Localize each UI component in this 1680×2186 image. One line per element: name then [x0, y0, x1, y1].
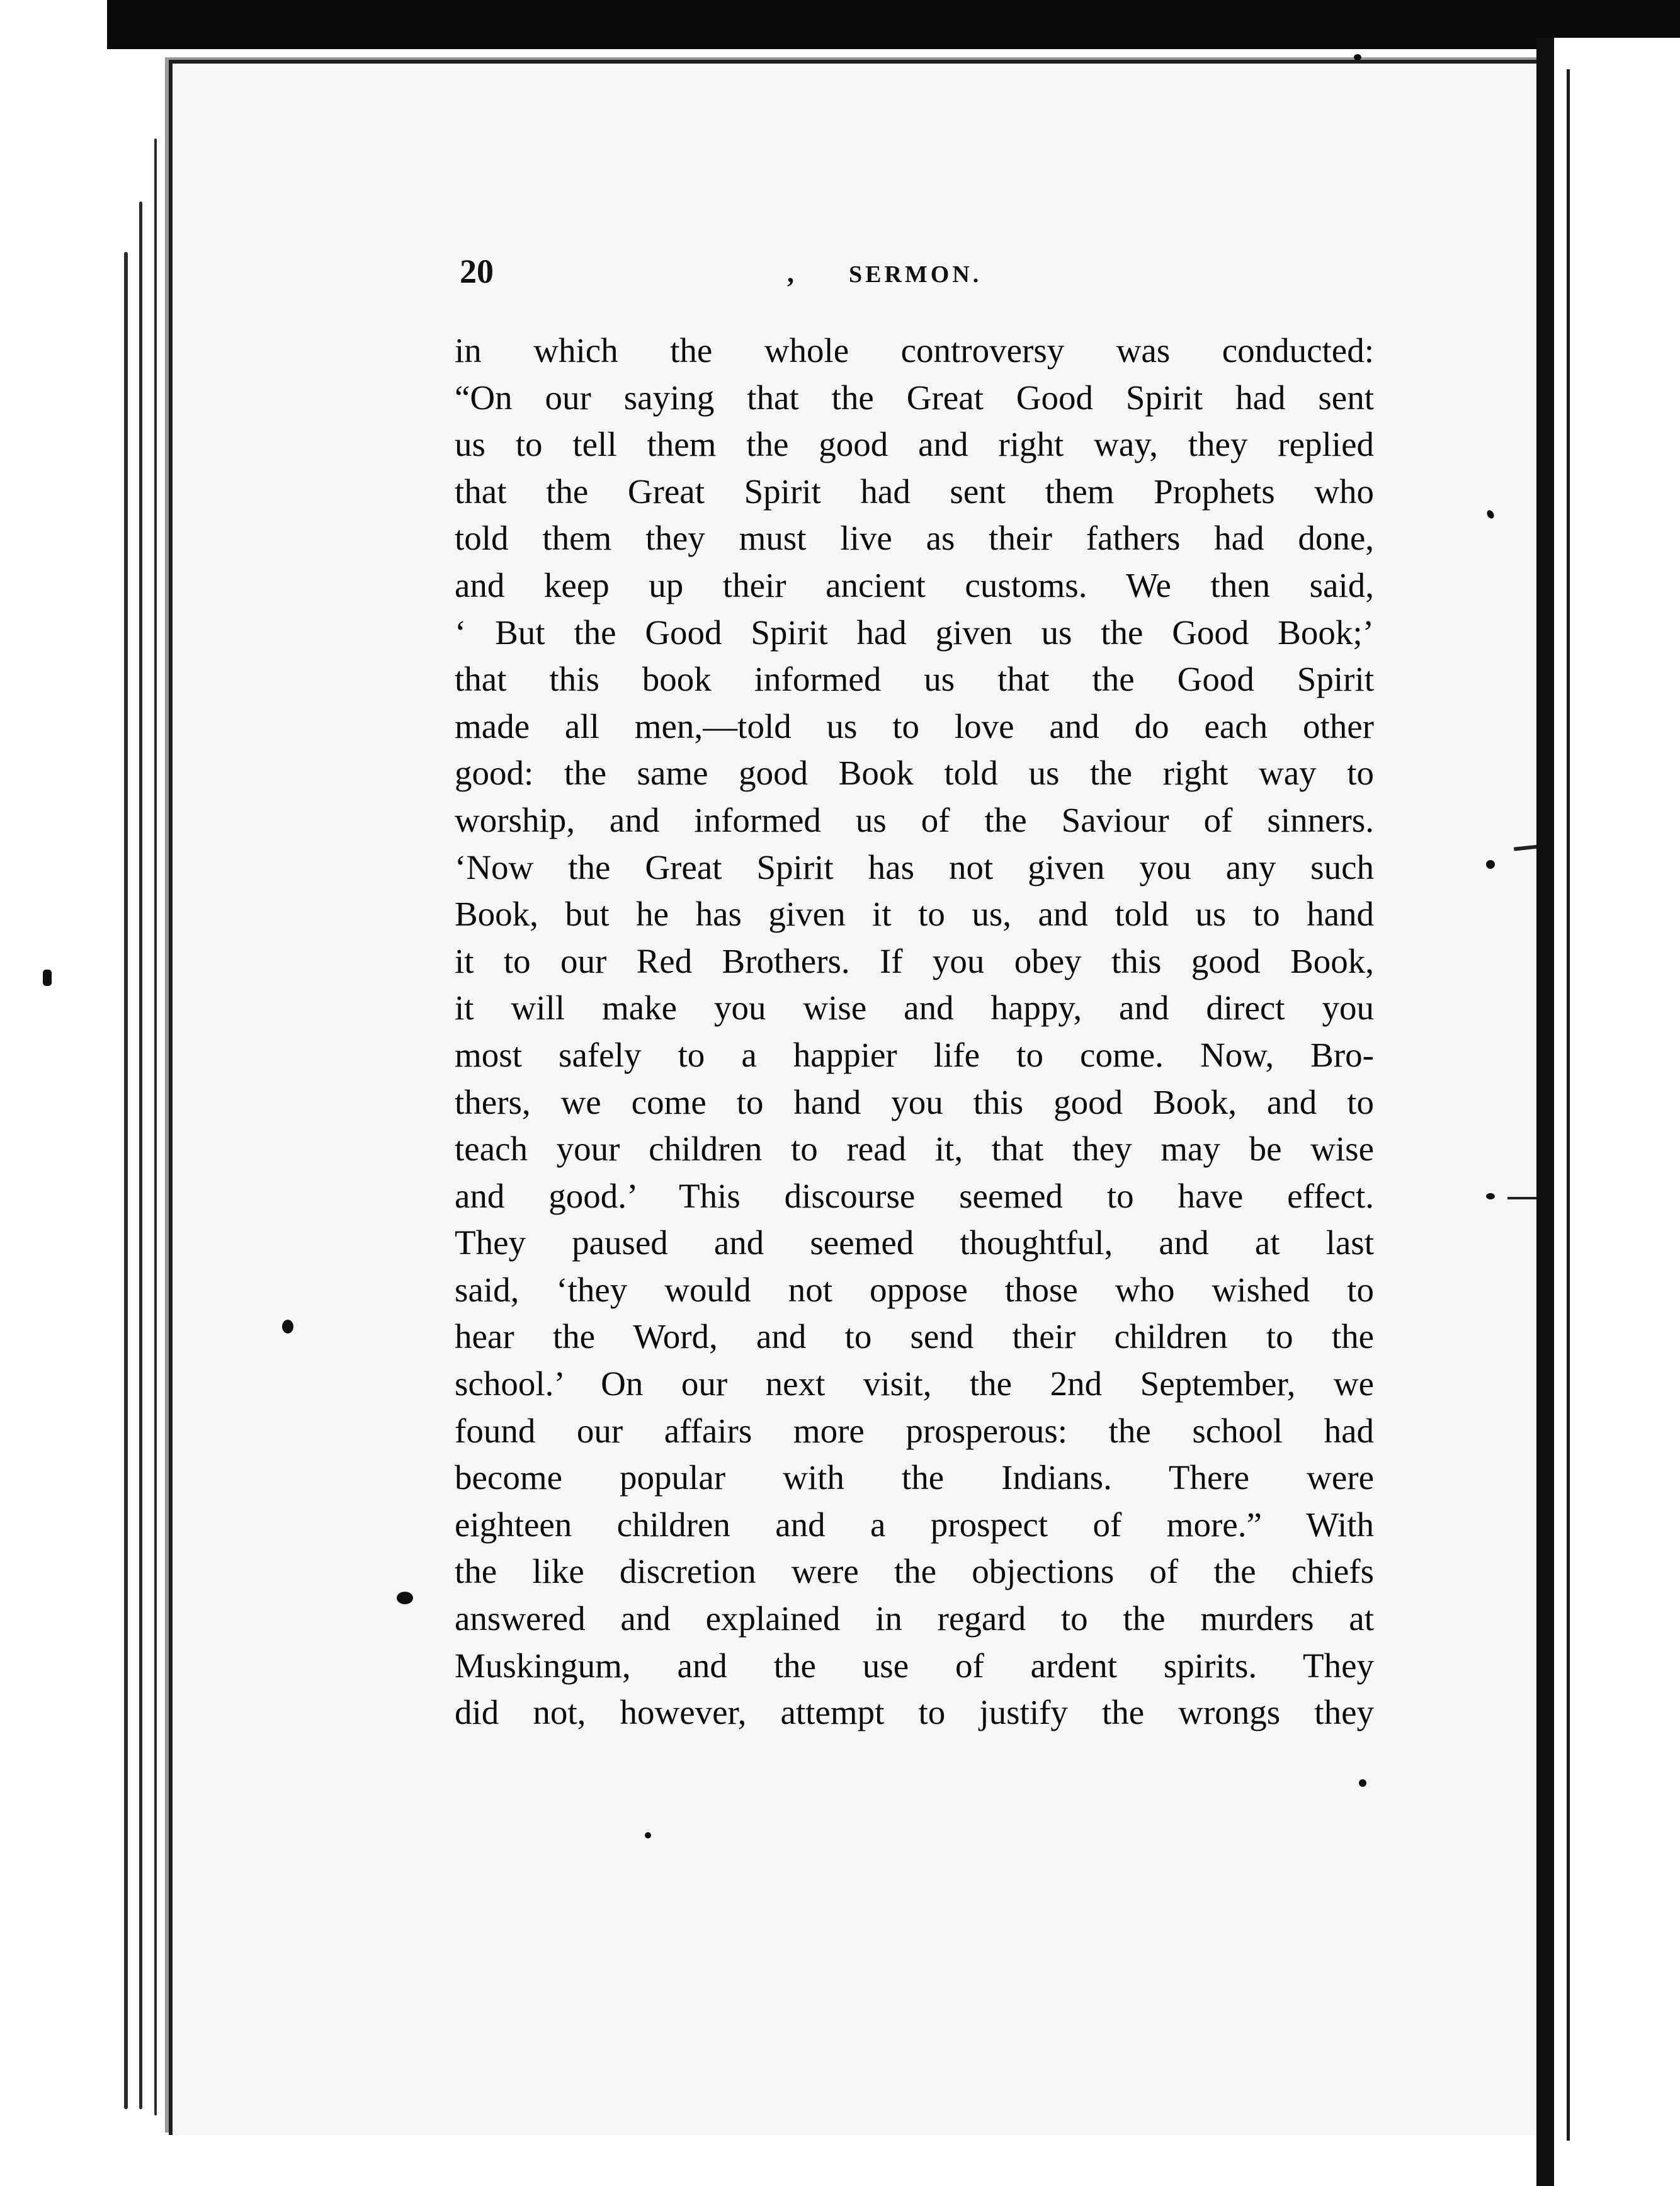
text-line: and good.’ This discourse seemed to have effect. — [455, 1176, 1374, 1215]
text-line: “On our saying that the Great Good Spirit had sent — [455, 378, 1374, 417]
running-head: SERMON. — [849, 261, 982, 288]
text-line: ‘Now the Great Spirit has not given you any such — [455, 847, 1374, 886]
text-line: hear the Word, and to send their children to the — [455, 1317, 1374, 1356]
facing-page-edge — [1554, 38, 1680, 2186]
page-number: 20 — [460, 252, 494, 290]
text-line: school.’ On our next visit, the 2nd September, we — [455, 1364, 1374, 1403]
scan-speck — [1359, 1779, 1366, 1787]
scan-speck — [397, 1592, 413, 1604]
text-line: answered and explained in regard to the murders at — [455, 1599, 1374, 1638]
running-head-punctuation: , — [787, 258, 794, 288]
text-line: did not, however, attempt to justify the wrongs they — [455, 1693, 1374, 1732]
text-line: it to our Red Brothers. If you obey this good Book, — [455, 941, 1374, 980]
page-edge-line — [139, 201, 142, 2109]
scan-speck — [645, 1832, 651, 1838]
text-line: in which the whole controversy was conducted: — [455, 331, 1374, 370]
page-edge-line — [124, 252, 128, 2109]
text-line: Muskingum, and the use of ardent spirits. They — [455, 1646, 1374, 1685]
text-line: worship, and informed us of the Saviour of sinners. — [455, 800, 1374, 839]
page-header — [460, 252, 1373, 296]
text-line: thers, we come to hand you this good Book, and to — [455, 1082, 1374, 1121]
text-line: that this book informed us that the Good Spirit — [455, 660, 1374, 699]
scan-speck — [282, 1320, 293, 1334]
text-line: found our affairs more prosperous: the school had — [455, 1411, 1374, 1450]
page-edge-line — [154, 139, 157, 2115]
text-line: Book, but he has given it to us, and told us to hand — [455, 895, 1374, 934]
scan-speck — [1486, 1193, 1495, 1199]
text-line: that the Great Spirit had sent them Prophets who — [455, 472, 1374, 511]
scan-speck — [1486, 860, 1495, 869]
text-line: become popular with the Indians. There were — [455, 1458, 1374, 1497]
page-body-text — [455, 327, 1374, 1736]
text-line: eighteen children and a prospect of more.” With — [455, 1505, 1374, 1544]
text-line: us to tell them the good and right way, they replied — [455, 425, 1374, 464]
text-line: the like discretion were the objections of the chiefs — [455, 1552, 1374, 1591]
text-line: it will make you wise and happy, and direct you — [455, 988, 1374, 1028]
facing-page-edge-line — [1567, 69, 1570, 2141]
text-line: teach your children to read it, that they may be wise — [455, 1130, 1374, 1169]
text-line: said, ‘they would not oppose those who wished to — [455, 1270, 1374, 1309]
scanner-margin-left — [0, 0, 107, 2186]
text-line: told them they must live as their fathers had done, — [455, 519, 1374, 558]
text-line: most safely to a happier life to come. Now, Bro- — [455, 1035, 1374, 1074]
scan-speck — [1354, 54, 1361, 60]
text-line: good: the same good Book told us the right way to — [455, 754, 1374, 793]
text-line: ‘ But the Good Spirit had given us the Good Book;’ — [455, 613, 1374, 652]
scan-speck — [43, 970, 52, 986]
scanner-border-top — [0, 0, 1680, 49]
text-line: They paused and seemed thoughtful, and at last — [455, 1223, 1374, 1262]
book-gutter — [1536, 38, 1554, 2186]
text-line: and keep up their ancient customs. We then said, — [455, 565, 1374, 604]
text-line: made all men,—told us to love and do each other — [455, 706, 1374, 745]
